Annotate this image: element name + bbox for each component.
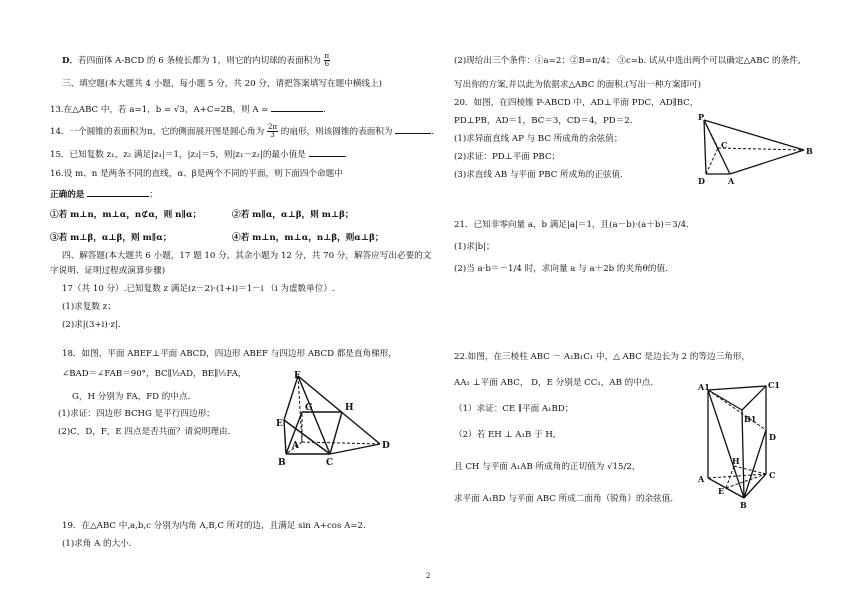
- question-22: 22.如图，在三棱柱 ABC － A₁B₁C₁ 中，△ ABC 是边长为 2 的等边三角形，: [454, 352, 751, 362]
- q22-condition: AA₁ ⊥平面 ABC， D，E 分别是 CC₁，AB 的中点.: [454, 378, 654, 388]
- answer-blank[interactable]: [309, 147, 345, 157]
- question-20: 20．如图，在四棱锥 P-ABCD 中，AD⊥平面 PDC，AD∥BC，: [454, 98, 699, 108]
- page-number: 2: [426, 572, 431, 580]
- q20-part2: (2)求证：PD⊥平面 PBC；: [454, 152, 561, 162]
- section3-heading: 三、填空题(本大题共 4 小题，每小题 5 分，共 20 分，请把答案填写在题中横线上): [62, 79, 382, 89]
- label-a1: A1: [698, 382, 710, 392]
- figure-20-pyramid: [694, 112, 816, 192]
- label-p: P: [698, 112, 705, 122]
- q16-option-2: ②若 m∥α，α⊥β，则 m⊥β；: [232, 210, 354, 220]
- q22-part2-ask: 求平面 A₁BD 与平面 ABC 所成二面角（锐角）的余弦值.: [454, 494, 674, 504]
- q16-option-3: ③若 m⊥β，α⊥β，则 m∥α；: [50, 233, 172, 243]
- q18-part2: (2)C，D，F，E 四点是否共面？请说明理由．: [58, 427, 237, 437]
- q22-part1: （1）求证：CE ∥平面 A₁BD；: [454, 404, 574, 414]
- q19-part2-cont: 写出你的方案,并以此为依据求△ABC 的面积.(写出一种方案即可): [454, 80, 702, 90]
- question-21: 21．已知非零向量 a，b 满足|a|＝1，且(a－b)·(a＋b)＝3/4.: [454, 220, 689, 230]
- q22-part2: （2）若 EH ⊥ A₁B 于 H,: [454, 430, 556, 440]
- q16-option-1: ①若 m⊥n，m⊥α，n⊄α，则 n∥α；: [50, 210, 202, 220]
- answer-blank[interactable]: [395, 124, 431, 134]
- label-e: E: [276, 419, 283, 429]
- label-a: A: [728, 176, 735, 186]
- fraction: $\frac{2\pi}{3}$: [267, 123, 278, 139]
- label-b: B: [278, 458, 286, 468]
- q17-part1: (1)求复数 z；: [62, 302, 116, 312]
- fraction: $\frac{\pi}{6}$: [324, 52, 330, 68]
- question-18: 18．如图，平面 ABEF⊥平面 ABCD，四边形 ABEF 与四边形 ABCD 都是直角梯形，: [62, 349, 397, 359]
- question-16-line2: 正确的是 ；: [50, 187, 158, 201]
- label-b: B: [740, 500, 747, 510]
- label-d: D: [382, 441, 390, 451]
- q16-option-4: ④若 m⊥n，m⊥α，n⊥β，则α⊥β；: [232, 233, 384, 243]
- answer-blank[interactable]: [271, 102, 323, 112]
- label-h: H: [345, 403, 354, 413]
- q20-part1: (1)求异面直线 AP 与 BC 所成角的余弦值；: [454, 134, 623, 144]
- section4-heading: 四、解答题(本大题共 6 小题，17 题 10 分，其余小题为 12 分，共 70 分，解答应写出必要的文: [62, 251, 432, 261]
- label-c: C: [326, 458, 334, 468]
- section4-heading-cont: 字说明、证明过程或演算步骤): [50, 266, 166, 276]
- question-13: 13.在△ABC 中，若 a=1，b = √3，A+C=2B，则 A = .: [50, 102, 326, 116]
- q17-part2: (2)求|(3+i)·z|.: [62, 320, 121, 330]
- label-g: G: [305, 403, 313, 413]
- label-a: A: [698, 474, 705, 484]
- answer-blank[interactable]: [87, 187, 149, 197]
- question-17: 17（共 10 分）.已知复数 z 满足(z－2)·(1+i)＝1－i （i 为虚数单位）.: [62, 284, 335, 294]
- q18-part1: (1)求证：四边形 BCHG 是平行四边形；: [58, 409, 215, 419]
- label-c1: C1: [768, 380, 780, 390]
- label-d: D: [698, 176, 705, 186]
- label-b: B: [806, 146, 813, 156]
- q20-part3: (3)求直线 AB 与平面 PBC 所成角的正弦值.: [454, 170, 623, 180]
- q19-part1: (1)求角 A 的大小.: [62, 539, 132, 549]
- question-16: 16.设 m、n 是两条不同的直线，α、β是两个不同的平面，则下面四个命题中: [50, 169, 343, 179]
- label-e: E: [718, 486, 725, 496]
- label-c: C: [769, 470, 776, 480]
- q21-part2: (2)当 a·b＝－1/4 时，求向量 a 与 a＋2b 的夹角θ的值.: [454, 264, 668, 274]
- figure-18-geometry: [272, 368, 394, 472]
- q22-part2-cond: 且 CH 与平面 A₁AB 所成角的正切值为 √15/2，: [454, 462, 641, 472]
- label-b1: B1: [744, 414, 757, 424]
- label-h: H: [732, 456, 740, 466]
- option-d: D．若四面体 A-BCD 的 6 条棱长都为 1，则它的内切球的表面积为 $\frac{\pi}{6}$: [62, 52, 330, 68]
- label-d: D: [769, 432, 776, 442]
- q18-midpoints: G，H 分别为 FA，FD 的中点．: [72, 392, 197, 402]
- label-c: C: [721, 140, 728, 150]
- q19-part2: (2)现给出三个条件：①a=2；②B=π/4； ③c=b. 试从中选出两个可以确定△ABC 的条件,: [454, 56, 801, 66]
- question-19: 19．在△ABC 中,a,b,c 分别为内角 A,B,C 所对的边，且满足 sin A+cos A=2.: [62, 521, 366, 531]
- question-15: 15．已知复数 z₁，z₂ 满足|z₁|＝1，|z₂|＝5，则|z₁－z₂|的最小值是 .: [50, 147, 347, 161]
- figure-22-prism: [696, 378, 788, 510]
- label-a: A: [292, 441, 299, 451]
- label-f: F: [294, 371, 301, 381]
- question-14: 14．一个圆锥的表面积为π，它的侧面展开图是圆心角为 $\frac{2\pi}{3}$ 的扇形，则该圆锥的表面积为 .: [50, 123, 434, 139]
- q21-part1: (1)求|b|；: [454, 242, 495, 252]
- q18-condition: ∠BAD＝∠FAB＝90°，BC∥½AD，BE∥½FA，: [62, 369, 247, 379]
- q20-condition: PD⊥PB，AD＝1，BC＝3，CD＝4，PD＝2.: [454, 116, 633, 126]
